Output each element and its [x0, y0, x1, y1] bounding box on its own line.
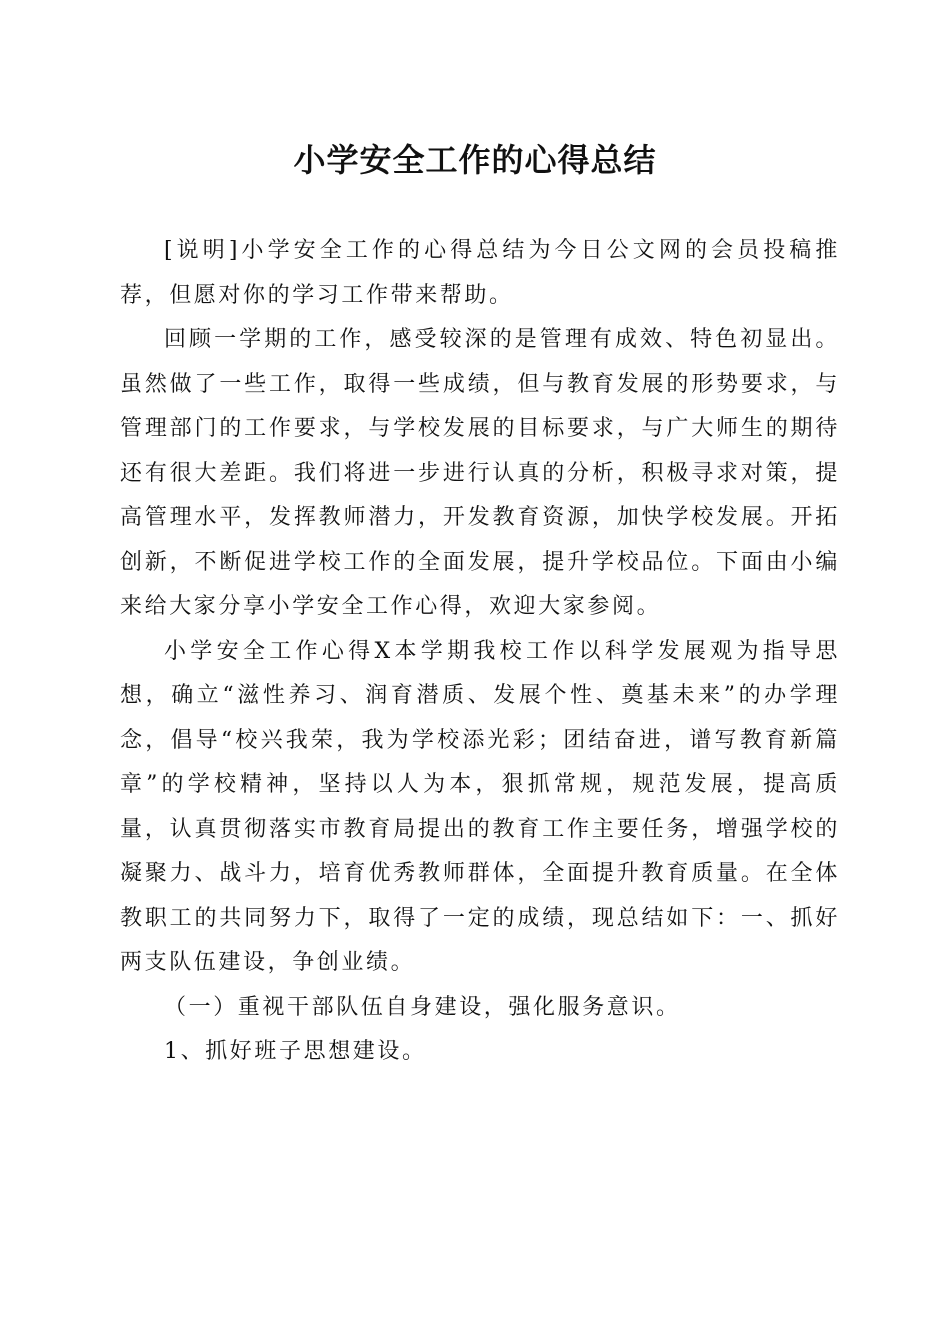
document-title: 小学安全工作的心得总结 [293, 141, 657, 179]
section-heading-1: （一）重视干部队伍自身建设，强化服务意识。 [164, 994, 681, 1020]
paragraph-review: 回顾一学期的工作，感受较深的是管理有成效、特色初显出。虽然做了一些工作，取得一些成绩，但与教育发展的形势要求，与管理部门的工作要求，与学校发展的目标要求，与广大师生的期待还有很大差距。我们将进一步进行认真的分析，积极寻求对策，提高管理水平，发挥教师潜力，开发教育资源，加快学校发展。开拓创新，不断促进学校工作的全面发展，提升学校品位。下面由小编来给大家分享小学安全工作心得，欢迎大家参阅。 [120, 327, 840, 619]
paragraph-summary: 小学安全工作心得X本学期我校工作以科学发展观为指导思想，确立“滋性养习、润育潜质、发展个性、奠基未来”的办学理念，倡导“校兴我荣，我为学校添光彩；团结奋进，谱写教育新篇章”的学校精神，坚持以人为本，狠抓常规，规范发展，提高质量，认真贯彻落实市教育局提出的教育工作主要任务，增强学校的凝聚力、战斗力，培育优秀教师群体，全面提升教育质量。在全体教职工的共同努力下，取得了一定的成绩，现总结如下：一、抓好两支队伍建设，争创业绩。 [120, 638, 840, 975]
document-body [120, 229, 840, 1075]
paragraph-intro-note: [说明]小学安全工作的心得总结为今日公文网的会员投稿推荐，但愿对你的学习工作带来帮助。 [120, 238, 840, 308]
subsection-heading-1: 1、抓好班子思想建设。 [164, 1039, 427, 1064]
